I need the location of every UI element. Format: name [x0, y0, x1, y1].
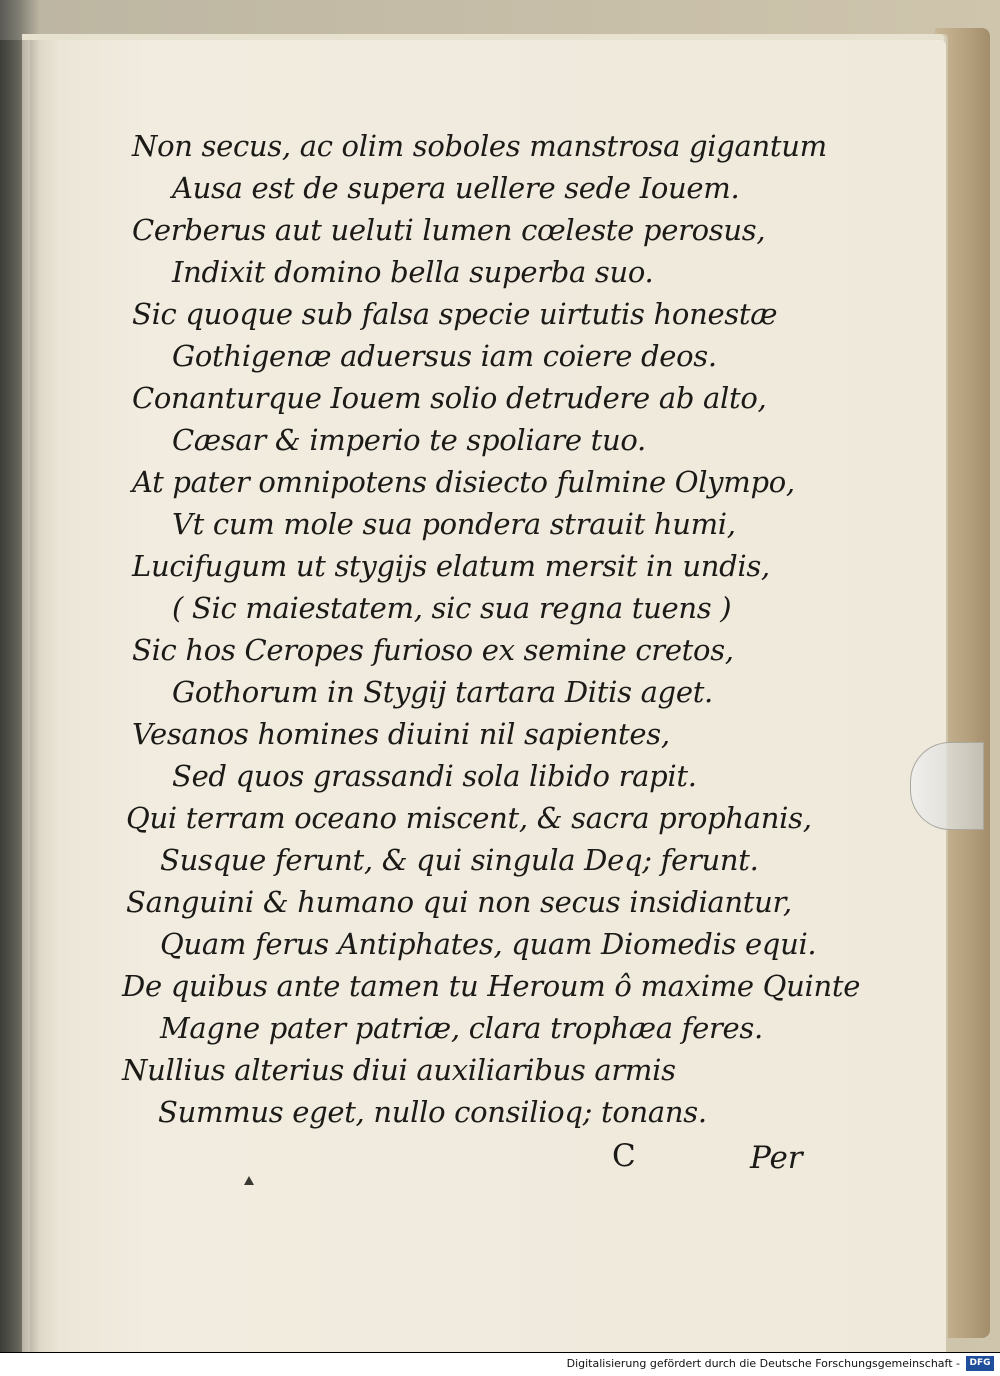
poem-line: Nullius alterius diui auxiliaribus armis: [122, 1053, 676, 1087]
poem-line: Qui terram oceano miscent, & sacra prophanis,: [126, 801, 812, 835]
poem-line: Indixit domino bella superba suo.: [172, 255, 654, 289]
poem-line: Magne pater patriæ, clara trophæa feres.: [160, 1011, 763, 1045]
funding-credit: Digitalisierung gefördert durch die Deutsche Forschungsgemeinschaft -: [566, 1357, 960, 1370]
poem-line: Sanguini & humano qui non secus insidiantur,: [126, 885, 792, 919]
poem-line: Gothigenæ aduersus iam coiere deos.: [172, 339, 717, 373]
poem-line: Non secus, ac olim soboles manstrosa gigantum: [132, 129, 827, 163]
poem-line: Ausa est de supera uellere sede Iouem.: [172, 171, 740, 205]
poem-line: Susque ferunt, & qui singula Deq; ferunt.: [160, 843, 759, 877]
poem-line: Vt cum mole sua pondera strauit humi,: [172, 507, 736, 541]
poem-line: Cerberus aut ueluti lumen cœleste perosus,: [132, 213, 766, 247]
poem-line: Lucifugum ut stygijs elatum mersit in undis,: [132, 549, 770, 583]
poem-line: ( Sic maiestatem, sic sua regna tuens ): [172, 591, 732, 625]
poem-line: Cæsar & imperio te spoliare tuo.: [172, 423, 646, 457]
poem-line: Conanturque Iouem solio detrudere ab alto,: [132, 381, 767, 415]
dfg-logo: DFG: [966, 1356, 994, 1371]
poem-line: Vesanos homines diuini nil sapientes,: [132, 717, 670, 751]
poem-line: Sic quoque sub falsa specie uirtutis honestæ: [132, 297, 778, 331]
signature-mark: C: [612, 1138, 636, 1174]
footer-bar: [0, 1352, 1000, 1376]
poem-line: Gothorum in Stygij tartara Ditis aget.: [172, 675, 713, 709]
poem-line: Quam ferus Antiphates, quam Diomedis equi.: [160, 927, 817, 961]
poem-line: Summus eget, nullo consilioq; tonans.: [158, 1095, 707, 1129]
poem-line: Sed quos grassandi sola libido rapit.: [172, 759, 697, 793]
poem-line: Sic hos Ceropes furioso ex semine cretos,: [132, 633, 734, 667]
poem-line: At pater omnipotens disiecto fulmine Olympo,: [132, 465, 795, 499]
poem-line: De quibus ante tamen tu Heroum ô maxime Quinte: [122, 969, 861, 1003]
catchword: Per: [750, 1140, 803, 1176]
ink-mark: [244, 1176, 254, 1185]
